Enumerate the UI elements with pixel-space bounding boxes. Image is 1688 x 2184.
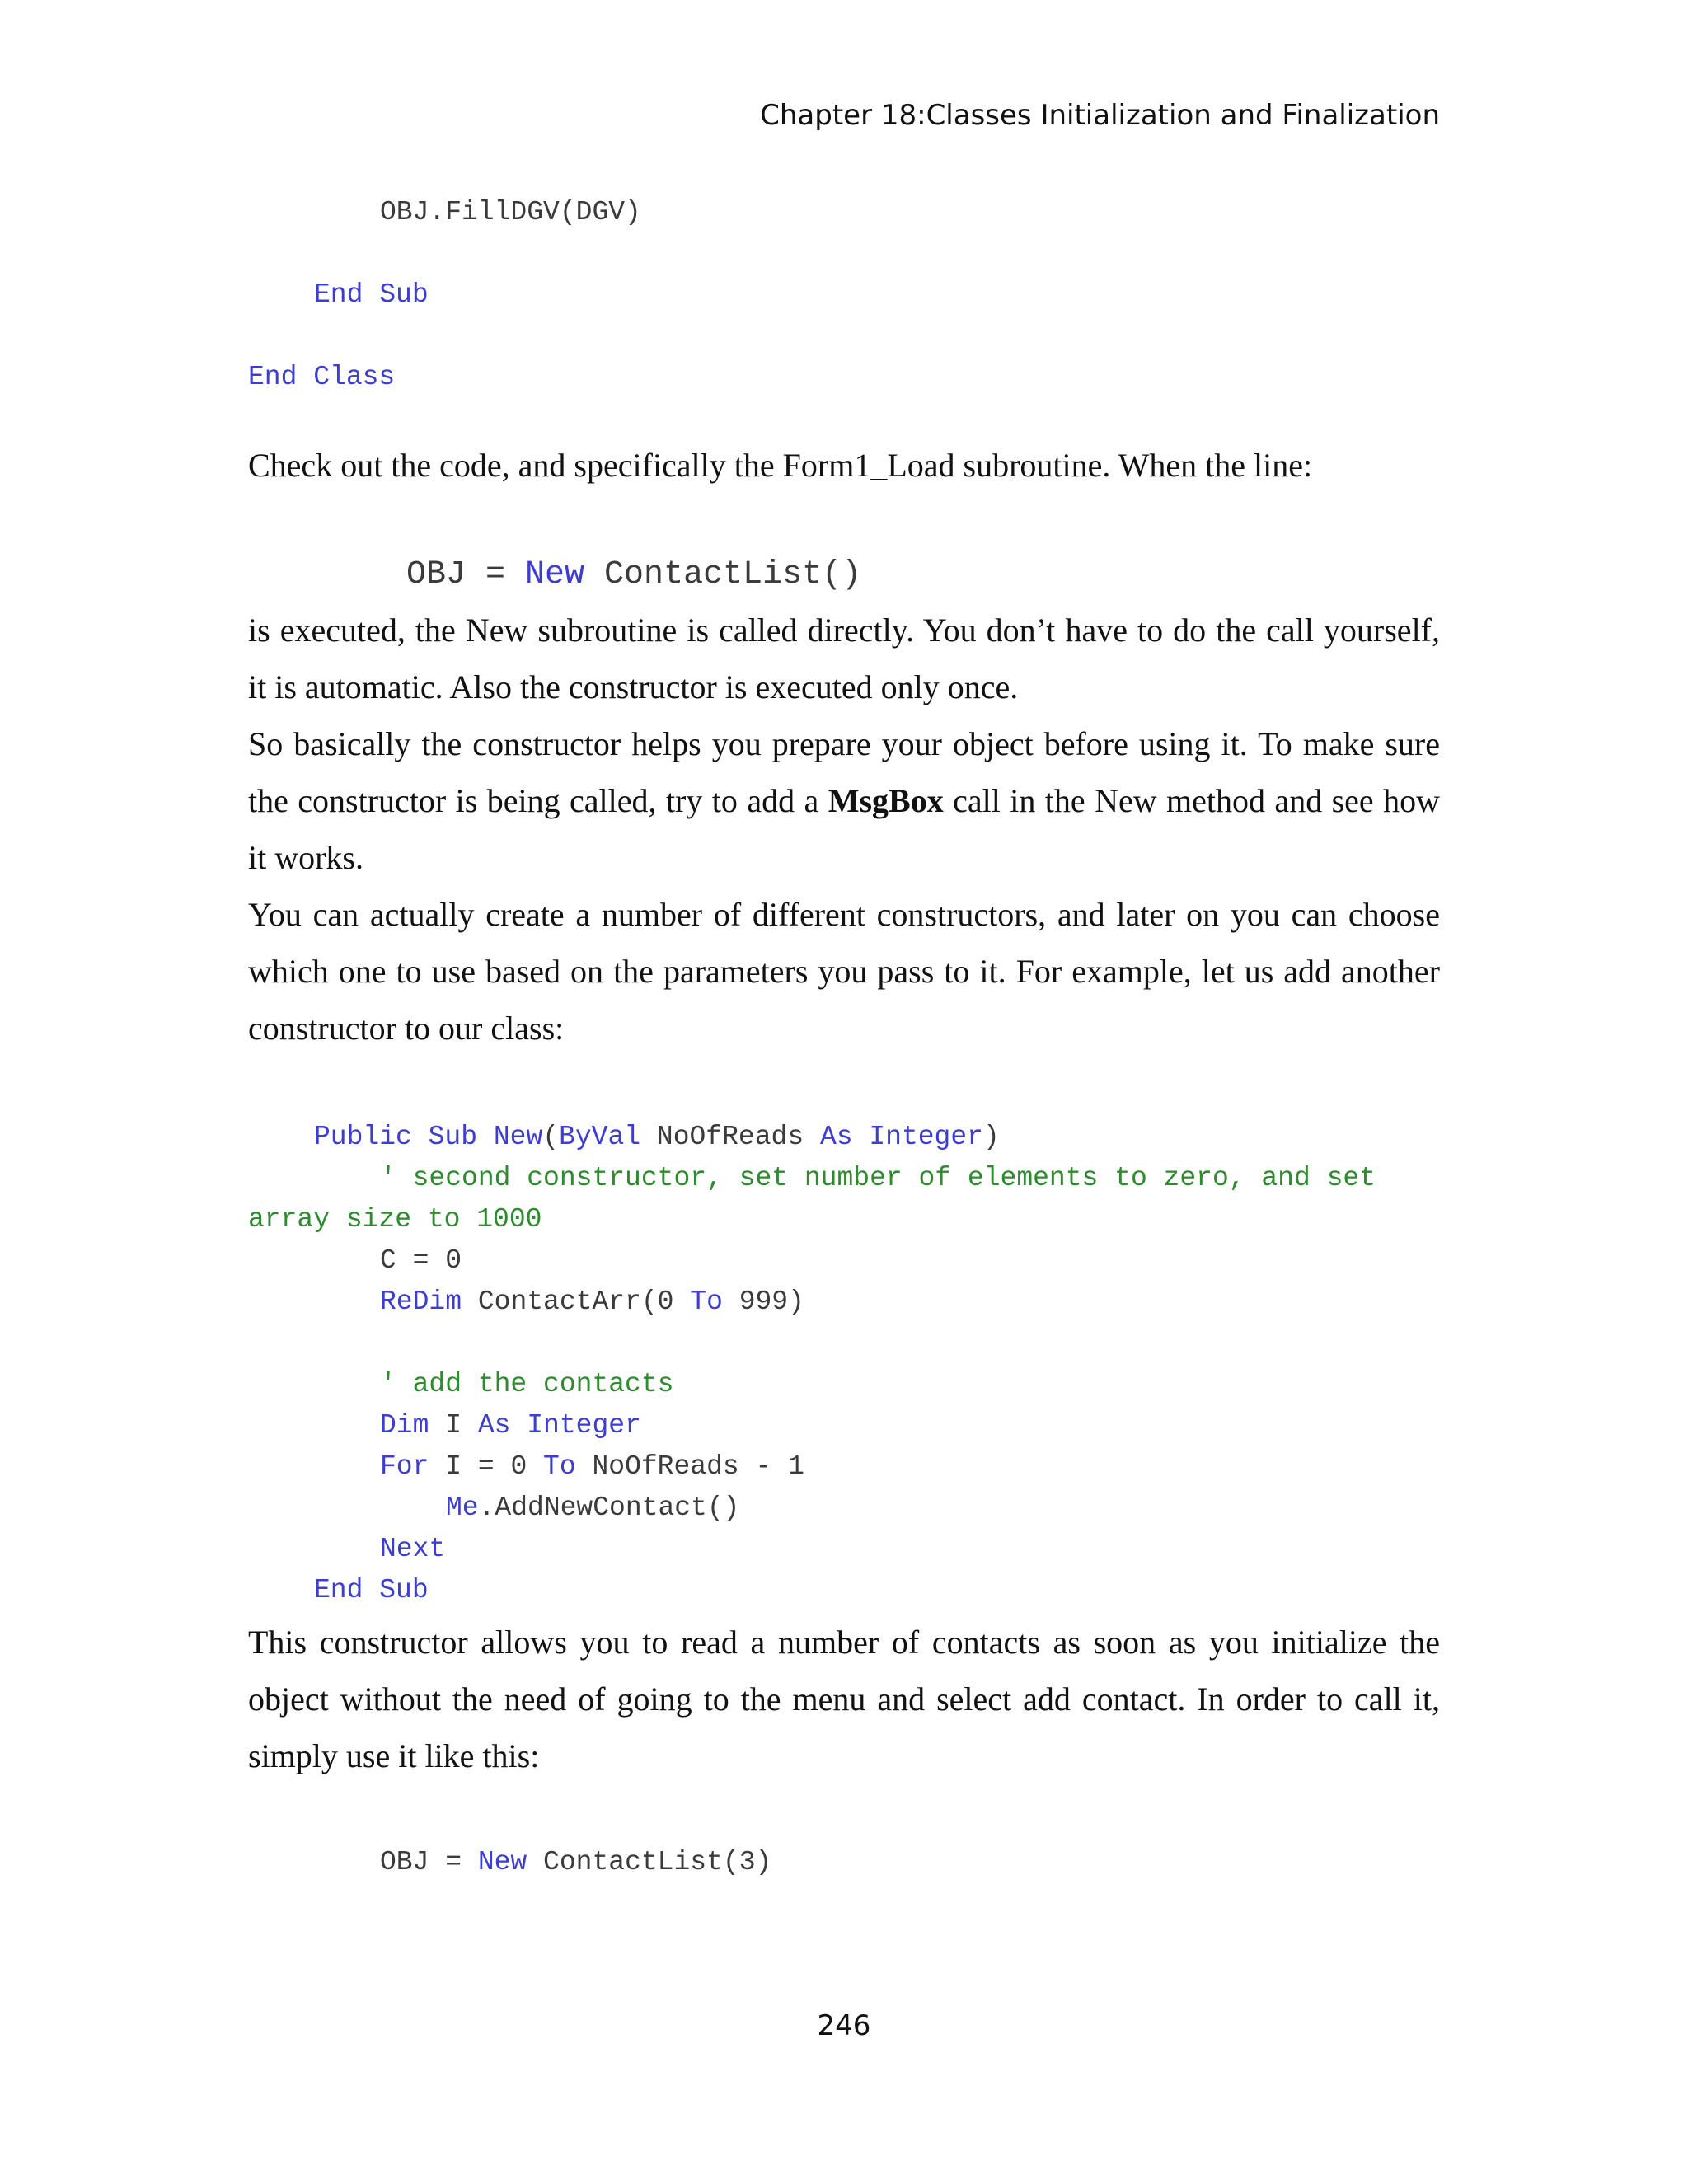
inline-code-line: OBJ = New ContactList() — [406, 556, 862, 593]
paragraph: So basically the constructor helps you prepare your object before using it. To make sure the constructor is being called, try to add a MsgBox call in the New method and see how it works. — [248, 725, 1440, 876]
paragraph: is executed, the New subroutine is called directly. You don’t have to do the call yourself, it is automatic. Also the constructor is executed only once. — [248, 612, 1440, 705]
code-comment: array size to 1000 — [248, 1204, 542, 1235]
code-line: Dim I As Integer — [380, 1410, 641, 1441]
paragraph: You can actually create a number of different constructors, and later on you can choose which one to use based on the parameters you pass to it. For example, let us add another constructor to our class: — [248, 896, 1440, 1047]
paragraph: Check out the code, and specifically the Form1_Load subroutine. When the line: — [248, 447, 1313, 484]
code-line: ReDim ContactArr(0 To 999) — [380, 1286, 804, 1317]
code-line: End Sub — [314, 1575, 429, 1605]
bold-term: MsgBox — [828, 782, 944, 819]
page-number: 246 — [817, 2009, 871, 2042]
code-line: C = 0 — [380, 1245, 462, 1276]
code-line: For I = 0 To NoOfReads - 1 — [380, 1451, 804, 1482]
code-line: Me.AddNewContact() — [446, 1493, 740, 1523]
code-line: End Class — [248, 362, 396, 392]
code-line: OBJ = New ContactList(3) — [380, 1847, 772, 1877]
code-line: End Sub — [314, 279, 429, 310]
code-line: Public Sub New(ByVal NoOfReads As Integer) — [314, 1122, 1000, 1152]
code-line: OBJ.FillDGV(DGV) — [380, 197, 641, 227]
paragraph: This constructor allows you to read a number of contacts as soon as you initialize the object without the need of going to the menu and select add contact. In order to call it, simply use it like this: — [248, 1624, 1440, 1774]
chapter-header: Chapter 18:Classes Initialization and Finalization — [760, 99, 1440, 132]
code-comment: ' add the contacts — [380, 1369, 674, 1399]
code-comment: ' second constructor, set number of elements to zero, and set — [380, 1163, 1376, 1193]
code-line: Next — [380, 1534, 446, 1564]
